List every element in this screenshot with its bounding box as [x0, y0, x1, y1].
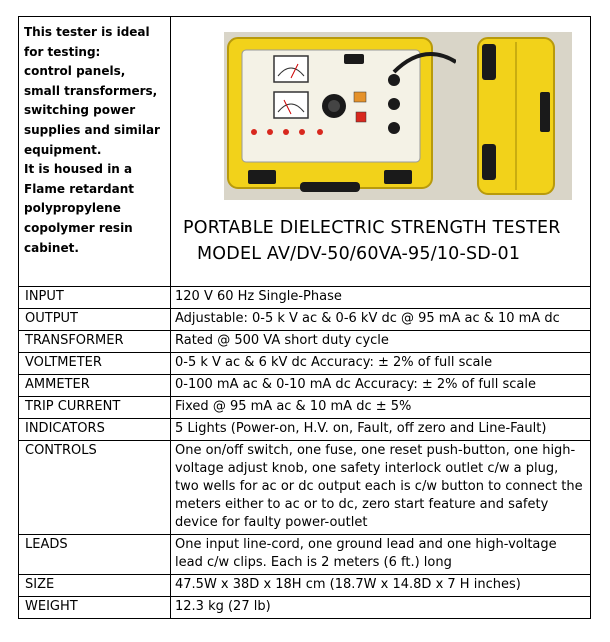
spec-label: INDICATORS: [19, 419, 171, 441]
tester-closed-photo: [456, 32, 572, 200]
spec-label: AMMETER: [19, 375, 171, 397]
spec-value: 47.5W x 38D x 18H cm (18.7W x 14.8D x 7 H inches): [171, 575, 591, 597]
spec-row-controls: [19, 441, 591, 535]
spec-label: CONTROLS: [19, 441, 171, 535]
intro-line: polypropylene: [24, 201, 121, 216]
spec-label: OUTPUT: [19, 309, 171, 331]
spec-label: TRANSFORMER: [19, 331, 171, 353]
intro-line: copolymer resin: [24, 220, 133, 235]
spec-row-input: [19, 287, 591, 309]
spec-label: LEADS: [19, 535, 171, 575]
spec-row-trip-current: [19, 397, 591, 419]
spec-row-transformer: [19, 331, 591, 353]
intro-line: Flame retardant: [24, 181, 135, 196]
header-row: [19, 17, 591, 287]
intro-line: small transformers,: [24, 83, 158, 98]
intro-line: control panels,: [24, 64, 126, 79]
spec-label: INPUT: [19, 287, 171, 309]
spec-row-leads: [19, 535, 591, 575]
intro-cell: [19, 17, 171, 287]
spec-value: Adjustable: 0-5 k V ac & 0-6 kV dc @ 95 mA ac & 10 mA dc: [171, 309, 591, 331]
spec-row-size: [19, 575, 591, 597]
intro-line: for testing:: [24, 44, 101, 59]
spec-value: Rated @ 500 VA short duty cycle: [171, 331, 591, 353]
spec-row-weight: [19, 597, 591, 619]
spec-label: SIZE: [19, 575, 171, 597]
spec-row-ammeter: [19, 375, 591, 397]
product-media-cell: [171, 17, 591, 287]
intro-line: cabinet.: [24, 240, 79, 255]
spec-value: 120 V 60 Hz Single-Phase: [171, 287, 591, 309]
spec-value: One on/off switch, one fuse, one reset push-button, one high-voltage adjust knob, one safety interlock outlet c/w a plug, two wells for ac or dc output each is c/w button to connect the meters either to ac or to dc, zero start feature and safety device for faulty power-outlet: [171, 441, 591, 535]
spec-row-output: [19, 309, 591, 331]
product-title: [183, 215, 583, 267]
intro-line: It is housed in a: [24, 162, 133, 177]
spec-label: TRIP CURRENT: [19, 397, 171, 419]
intro-line: equipment.: [24, 142, 102, 157]
spec-row-indicators: [19, 419, 591, 441]
intro-line: This tester is ideal: [24, 25, 150, 39]
tester-open-photo: [224, 32, 485, 200]
product-title-line2: MODEL AV/DV-50/60VA-95/10-SD-01: [197, 244, 521, 264]
spec-value: 5 Lights (Power-on, H.V. on, Fault, off zero and Line-Fault): [171, 419, 591, 441]
spec-value: 0-5 k V ac & 6 kV dc Accuracy: ± 2% of full scale: [171, 353, 591, 375]
spec-value: One input line-cord, one ground lead and one high-voltage lead c/w clips. Each is 2 meters (6 ft.) long: [171, 535, 591, 575]
product-title-line1: PORTABLE DIELECTRIC STRENGTH TESTER: [183, 218, 561, 238]
intro-line: switching power: [24, 103, 136, 118]
spec-sheet: [18, 16, 591, 619]
spec-value: 12.3 kg (27 lb): [171, 597, 591, 619]
spec-row-voltmeter: [19, 353, 591, 375]
spec-label: WEIGHT: [19, 597, 171, 619]
spec-value: Fixed @ 95 mA ac & 10 mA dc ± 5%: [171, 397, 591, 419]
intro-line: supplies and similar: [24, 122, 160, 137]
spec-value: 0-100 mA ac & 0-10 mA dc Accuracy: ± 2% of full scale: [171, 375, 591, 397]
spec-label: VOLTMETER: [19, 353, 171, 375]
